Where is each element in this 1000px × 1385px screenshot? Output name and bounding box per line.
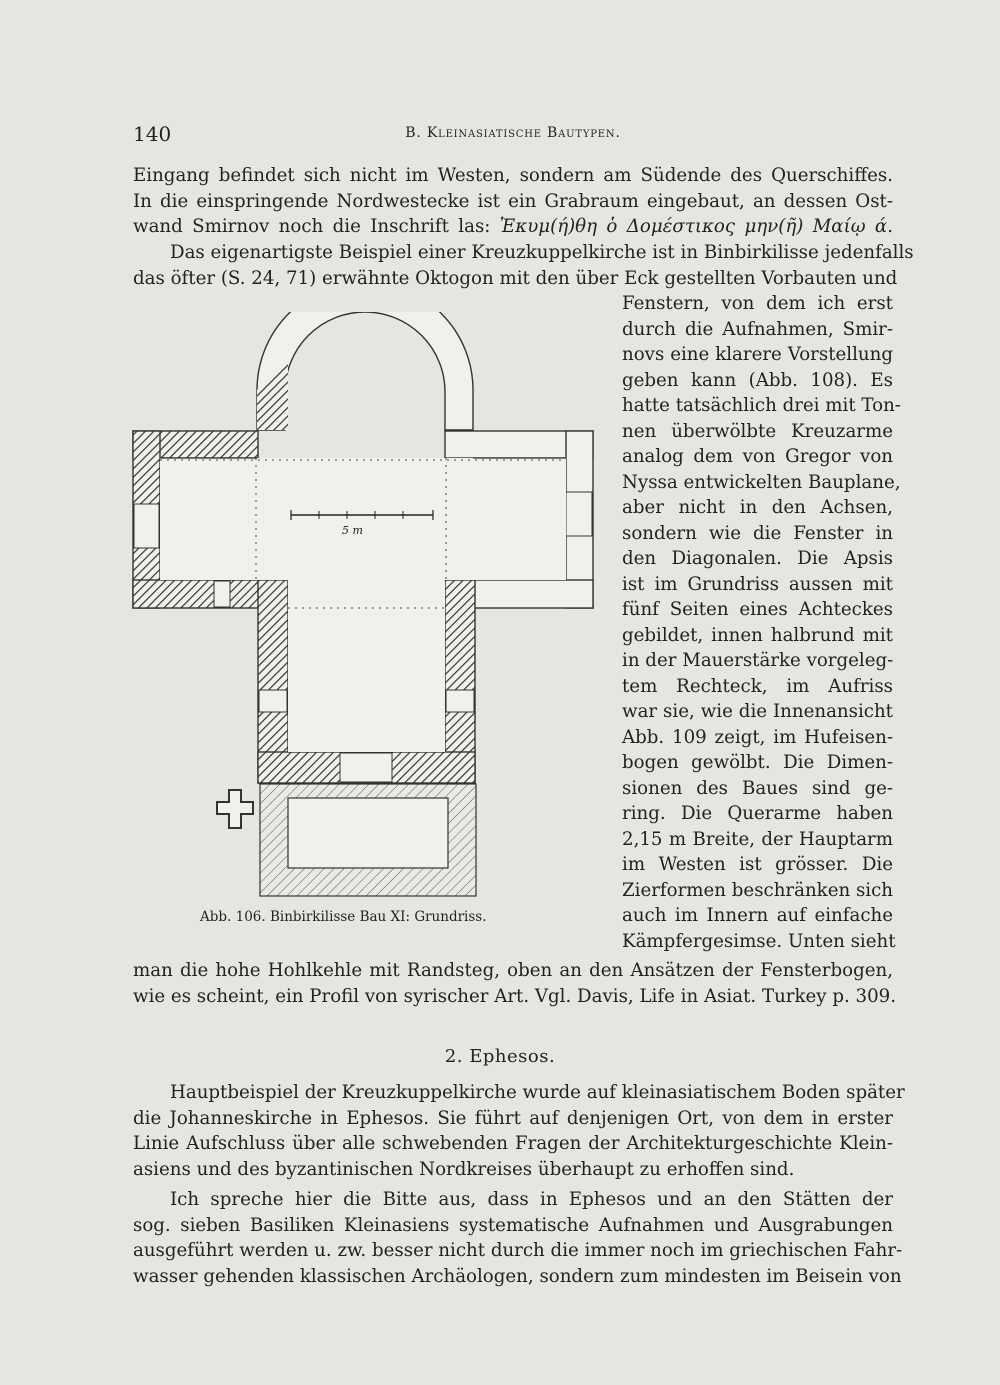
side-column-line: Fenstern, von dem ich erst: [622, 293, 893, 314]
side-column-line: im Westen ist grösser. Die: [622, 854, 893, 875]
side-column-line: Zierformen beschränken sich: [622, 879, 894, 901]
scale-label: 5 m: [342, 524, 363, 537]
side-column-line: war sie, wie die Innenansicht: [622, 701, 893, 722]
inscription-prefix: wand Smirnov noch die Inschrift las:: [133, 216, 500, 237]
side-column-line: auch im Innern auf einfache: [622, 905, 893, 926]
side-column-line: nen überwölbte Kreuzarme: [622, 420, 893, 442]
nave-interior: [288, 458, 445, 752]
side-column-line: in der Mauerstärke vorgeleg-: [622, 650, 894, 671]
text-line: Linie Aufschluss über alle schwebenden Fragen der Architekturgeschichte Klein-: [133, 1133, 893, 1154]
side-column-line: Abb. 109 zeigt, im Hufeisen-: [622, 726, 893, 748]
figure-caption: Abb. 106. Binbirkilisse Bau XI: Grundriss.: [200, 909, 487, 925]
side-column-line: sionen des Baues sind ge-: [622, 777, 893, 799]
text-line: In die einspringende Nordwestecke ist ein Grabraum eingebaut, an dessen Ost-: [133, 191, 893, 212]
text-line: sog. sieben Basiliken Kleinasiens systematische Aufnahmen und Ausgrabungen: [133, 1215, 893, 1236]
floor-plan-figure: [128, 312, 600, 898]
text-line: Das eigenartigste Beispiel einer Kreuzkuppelkirche ist in Binbirkilisse jedenfalls: [170, 242, 914, 263]
side-column-line: gebildet, innen halbrund mit: [622, 624, 893, 646]
window-opening: [566, 492, 592, 536]
text-line: Ich spreche hier die Bitte aus, dass in Ephesos und an den Stätten der: [170, 1189, 893, 1210]
window-opening: [134, 504, 159, 548]
side-column-line: analog dem von Gregor von: [622, 446, 893, 467]
inscription-line: [133, 214, 893, 239]
window-opening: [214, 581, 230, 607]
text-line: die Johanneskirche in Ephesos. Sie führt auf denjenigen Ort, von dem in erster: [133, 1108, 893, 1129]
text-line: Eingang befindet sich nicht im Westen, sondern am Südende des Querschiffes.: [133, 165, 893, 186]
text-line: wie es scheint, ein Profil von syrischer Art. Vgl. Davis, Life in Asiat. Turkey p. 309.: [133, 986, 897, 1007]
floor-plan-drawing: [128, 312, 600, 898]
text-line: ausgeführt werden u. zw. besser nicht durch die immer noch im griechischen Fahr-: [133, 1240, 903, 1261]
side-column-line: geben kann (Abb. 108). Es: [622, 369, 893, 391]
side-column-line: hatte tatsächlich drei mit Ton-: [622, 395, 901, 416]
side-column-line: Nyssa entwickelten Bauplane,: [622, 471, 901, 493]
side-column-line: tem Rechteck, im Aufriss: [622, 675, 893, 697]
door-opening: [340, 753, 392, 782]
side-column-line: ring. Die Querarme haben: [622, 803, 893, 824]
text-line: das öfter (S. 24, 71) erwähnte Oktogon mit den über Eck gestellten Vorbauten und: [133, 268, 898, 289]
apse-wall: [257, 312, 473, 430]
text-line: asiens und des byzantinischen Nordkreises überhaupt zu erhoffen sind.: [133, 1159, 795, 1180]
window-opening: [259, 690, 287, 712]
running-title: B. Kleinasiatische Bautypen.: [405, 125, 621, 141]
section-heading: 2. Ephesos.: [444, 1046, 556, 1067]
side-column-line: aber nicht in den Achsen,: [622, 497, 893, 518]
window-opening: [446, 690, 474, 712]
side-column-line: bogen gewölbt. Die Dimen-: [622, 752, 893, 773]
side-column-line: durch die Aufnahmen, Smir-: [622, 318, 893, 340]
side-column-line: fünf Seiten eines Achteckes: [622, 599, 893, 620]
side-column-line: Kämpfergesimse. Unten sieht: [622, 930, 896, 952]
side-column-line: novs eine klarere Vorstellung: [622, 344, 893, 365]
side-column-line: 2,15 m Breite, der Hauptarm: [622, 828, 893, 850]
text-line: man die hohe Hohlkehle mit Randsteg, oben an den Ansätzen der Fensterbogen,: [133, 960, 893, 981]
side-column-line: den Diagonalen. Die Apsis: [622, 548, 893, 569]
side-column-line: ist im Grundriss aussen mit: [622, 573, 893, 595]
side-column-line: sondern wie die Fenster in: [622, 522, 893, 544]
page-number: 140: [133, 122, 172, 146]
cross-icon: [217, 790, 253, 828]
text-line: wasser gehenden klassischen Archäologen, sondern zum mindesten im Beisein von: [133, 1266, 902, 1287]
tomb-chamber: [260, 784, 476, 896]
greek-inscription: Ἐκυμ(ή)θη ὁ Δομέστικος μην(ῆ) Μαίῳ ά.: [499, 216, 893, 237]
text-line: Hauptbeispiel der Kreuzkuppelkirche wurde auf kleinasiatischem Boden später: [170, 1082, 905, 1103]
page-header: [133, 122, 893, 146]
